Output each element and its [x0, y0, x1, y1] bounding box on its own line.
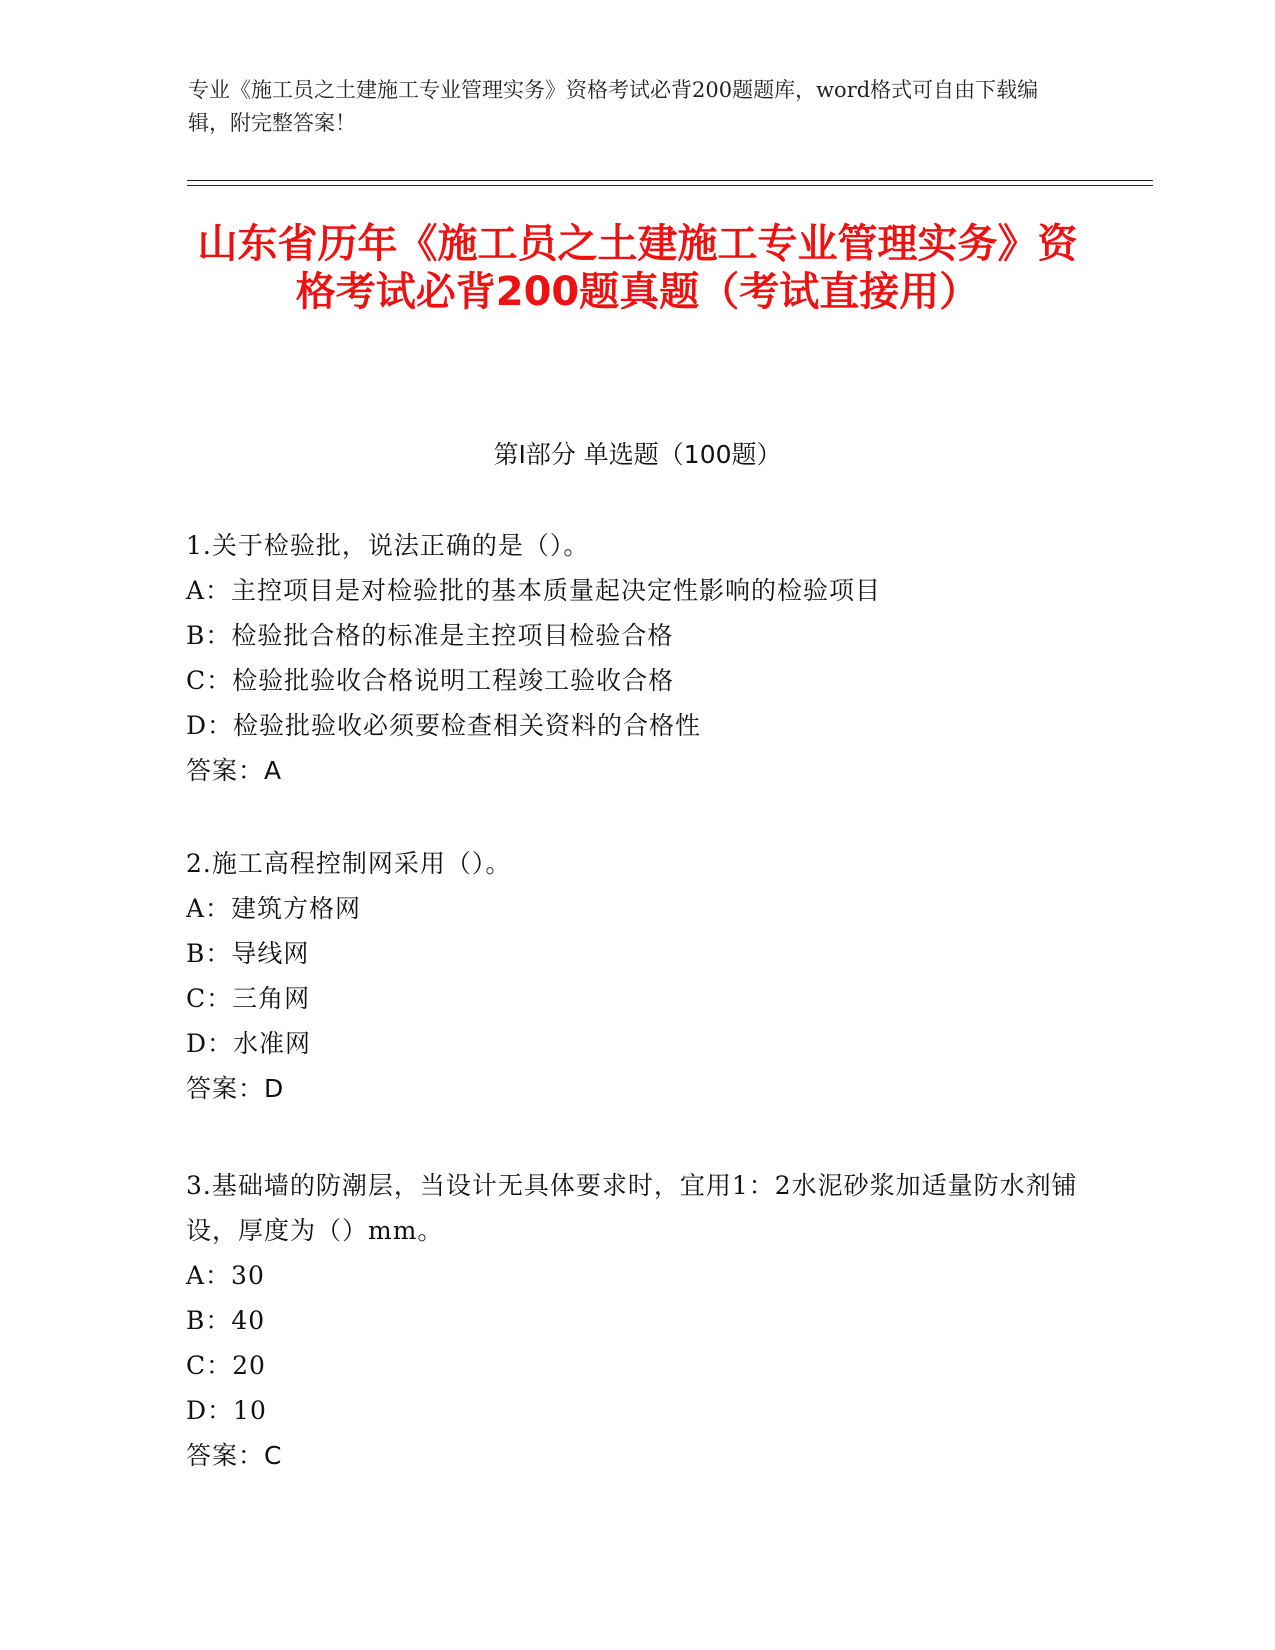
option-b: B：40: [186, 1306, 266, 1335]
section-title: 第I部分 单选题（100题）: [493, 440, 782, 469]
option-b: B：检验批合格的标准是主控项目检验合格: [186, 621, 674, 650]
question-stem: 1.关于检验批，说法正确的是（）。: [186, 531, 590, 560]
option-d: D：10: [186, 1396, 267, 1425]
question-stem: 3.基础墙的防潮层，当设计无具体要求时，宜用1：2水泥砂浆加适量防水剂铺设，厚度为（）mm。: [186, 1171, 1078, 1245]
option-b: B：导线网: [186, 939, 310, 968]
option-a: A：主控项目是对检验批的基本质量起决定性影响的检验项目: [186, 576, 882, 605]
option-a: A：30: [186, 1261, 265, 1290]
option-a: A：建筑方格网: [186, 894, 362, 923]
question-block: [186, 523, 1086, 793]
option-d: D：水准网: [186, 1029, 312, 1058]
option-c: C：三角网: [186, 984, 311, 1013]
answer-line: 答案：D: [186, 1074, 285, 1103]
header-divider-bottom: [187, 185, 1153, 186]
answer-line: 答案：C: [186, 1441, 283, 1470]
option-d: D：检验批验收必须要检查相关资料的合格性: [186, 711, 702, 740]
option-c: C：20: [186, 1351, 266, 1380]
question-stem: 2.施工高程控制网采用（）。: [186, 849, 512, 878]
question-block: [186, 1163, 1086, 1478]
option-c: C：检验批验收合格说明工程竣工验收合格: [186, 666, 675, 695]
document-title: 山东省历年《施工员之土建施工专业管理实务》资格考试必背200题真题（考试直接用）: [197, 221, 1078, 315]
header-divider-top: [187, 180, 1153, 181]
question-block: [186, 841, 1086, 1111]
answer-line: 答案：A: [186, 756, 283, 785]
header-note: 专业《施工员之土建施工专业管理实务》资格考试必背200题题库，word格式可自由下载编辑，附完整答案！: [188, 78, 1039, 135]
